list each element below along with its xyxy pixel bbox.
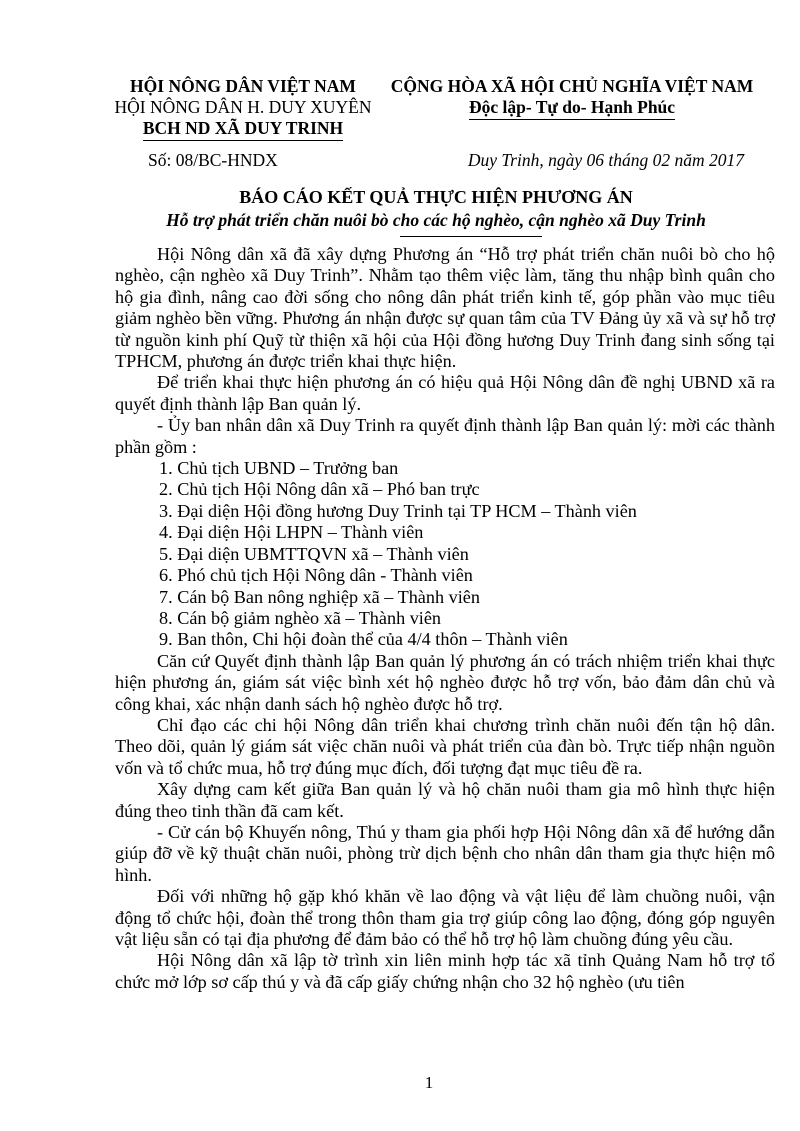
- document-body: [115, 244, 775, 993]
- org-line-2: HỘI NÔNG DÂN H. DUY XUYÊN: [114, 97, 372, 117]
- header-national-motto: [372, 76, 772, 120]
- paragraph-1: Hội Nông dân xã đã xây dựng Phương án “Hỗ trợ phát triển chăn nuôi bò cho hộ nghèo, cận nghèo xã Duy Trinh”. Nhằm tạo thêm việc làm, tăng thu nhập bình quân cho hộ gia đình, nâng cao đời sống cho nông dân phát triển kinh tế, góp phần vào mục tiêu giảm nghèo bền vững. Phương án nhận được sự quan tâm của TV Đảng ủy xã và sự hỗ trợ từ nguồn kinh phí Quỹ từ thiện xã hội của Hội đồng hương Duy Trinh đang sinh sống tại TPHCM, phương án được triển khai thực hiện.: [115, 244, 775, 372]
- member-item: 4. Đại diện Hội LHPN – Thành viên: [159, 522, 424, 543]
- member-item: 7. Cán bộ Ban nông nghiệp xã – Thành viên: [159, 586, 480, 607]
- member-item: 5. Đại diện UBMTTQVN xã – Thành viên: [159, 543, 469, 564]
- paragraph-5: Chỉ đạo các chi hội Nông dân triển khai chương trình chăn nuôi đến tận hộ dân. Theo dõi, quản lý giám sát việc chăn nuôi và phát triển của đàn bò. Trực tiếp nhận nguồn vốn và tổ chức mua, hỗ trợ đúng mục đích, đối tượng đạt mục tiêu đề ra.: [115, 714, 775, 778]
- document-title: BÁO CÁO KẾT QUẢ THỰC HIỆN PHƯƠNG ÁN: [239, 187, 633, 207]
- member-item: 6. Phó chủ tịch Hội Nông dân - Thành viên: [159, 565, 473, 586]
- paragraph-4: Căn cứ Quyết định thành lập Ban quản lý phương án có trách nhiệm triển khai thực hiện phương án, giám sát việc bình xét hộ nghèo được hỗ trợ vốn, bảo đảm dân chủ và công khai, xác nhận danh sách hộ nghèo được hỗ trợ.: [115, 650, 775, 714]
- national-motto: Độc lập- Tự do- Hạnh Phúc: [469, 97, 675, 120]
- org-line-3: BCH ND XÃ DUY TRINH: [143, 118, 343, 141]
- member-item: 9. Ban thôn, Chi hội đoàn thể của 4/4 thôn – Thành viên: [159, 629, 568, 650]
- document-subtitle: Hỗ trợ phát triển chăn nuôi bò cho các hộ nghèo, cận nghèo xã Duy Trinh: [166, 210, 706, 230]
- title-divider: [400, 236, 542, 237]
- document-number: Số: 08/BC-HNDX: [148, 150, 278, 170]
- document-date: Duy Trinh, ngày 06 tháng 02 năm 2017: [467, 150, 744, 170]
- paragraph-7: - Cử cán bộ Khuyến nông, Thú y tham gia phối hợp Hội Nông dân xã để hướng dẫn giúp đỡ về kỹ thuật chăn nuôi, phòng trừ dịch bệnh cho nhân dân tham gia thực hiện mô hình.: [115, 821, 775, 885]
- national-name: CỘNG HÒA XÃ HỘI CHỦ NGHĨA VIỆT NAM: [390, 76, 754, 96]
- member-item: 1. Chủ tịch UBND – Trưởng ban: [159, 458, 399, 479]
- member-item: 3. Đại diện Hội đồng hương Duy Trinh tại TP HCM – Thành viên: [159, 500, 637, 521]
- org-line-1: HỘI NÔNG DÂN VIỆT NAM: [130, 76, 356, 96]
- paragraph-3: - Ủy ban nhân dân xã Duy Trinh ra quyết định thành lập Ban quản lý: mời các thành phần gồm :: [115, 415, 775, 457]
- paragraph-6: Xây dựng cam kết giữa Ban quản lý và hộ chăn nuôi tham gia mô hình thực hiện đúng theo tinh thần đã cam kết.: [115, 779, 775, 821]
- paragraph-2: Để triển khai thực hiện phương án có hiệu quả Hội Nông dân đề nghị UBND xã ra quyết định thành lập Ban quản lý.: [115, 372, 775, 414]
- page-number: 1: [424, 1073, 434, 1092]
- paragraph-9: Hội Nông dân xã lập tờ trình xin liên minh hợp tác xã tỉnh Quảng Nam hỗ trợ tổ chức mở lớp sơ cấp thú y và đã cấp giấy chứng nhận cho 32 hộ nghèo (ưu tiên: [115, 950, 775, 992]
- paragraph-8: Đối với những hộ gặp khó khăn về lao động và vật liệu để làm chuồng nuôi, vận động tổ chức hội, đoàn thể trong thôn tham gia trợ giúp công lao động, đóng góp nguyên vật liệu sẵn có tại địa phương để đảm bảo có thể hỗ trợ hộ làm chuồng đúng yêu cầu.: [115, 886, 775, 949]
- member-item: 2. Chủ tịch Hội Nông dân xã – Phó ban trực: [159, 479, 480, 500]
- member-item: 8. Cán bộ giảm nghèo xã – Thành viên: [159, 607, 442, 628]
- header-organization: [108, 76, 378, 141]
